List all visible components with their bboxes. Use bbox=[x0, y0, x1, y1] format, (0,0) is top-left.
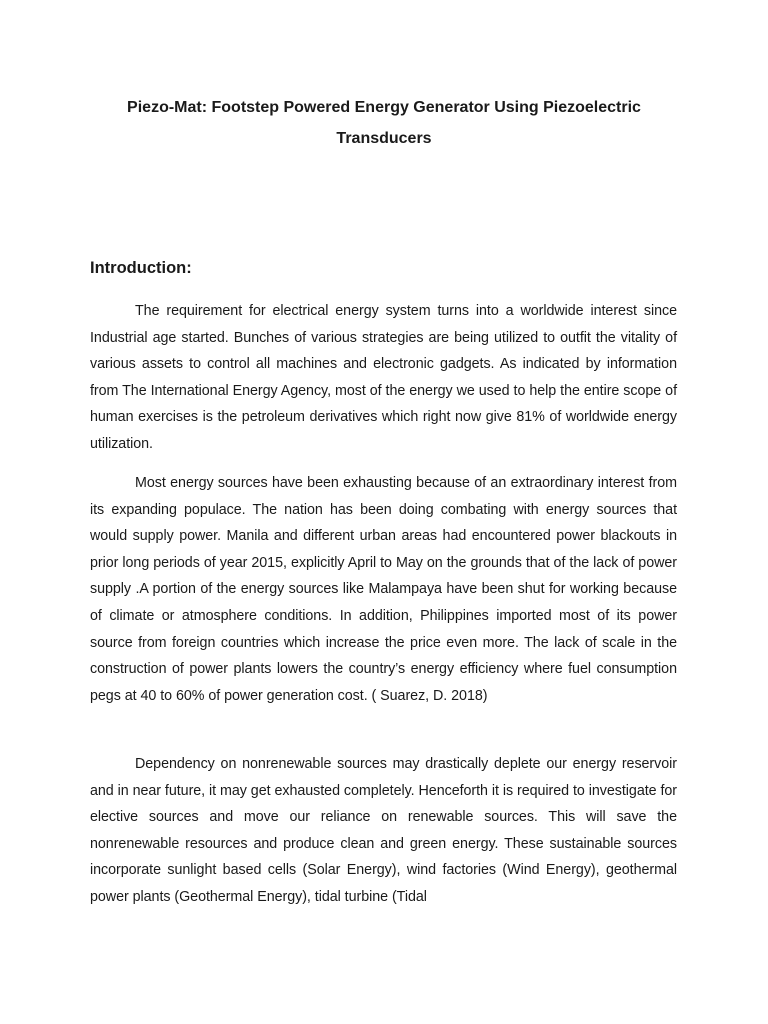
paragraph-1: The requirement for electrical energy system turns into a worldwide interest since Industrial age started. Bunches of various strategies are being utilized to outfit the vitality of various assets to control all machines and electronic gadgets. As indicated by information from The International Energy Agency, most of the energy we used to help the entire scope of human exercises is the petroleum derivatives which right now give 81% of worldwide energy utilization. bbox=[90, 303, 677, 452]
document-title: Piezo-Mat: Footstep Powered Energy Generator Using Piezoelectric Transducers bbox=[127, 99, 641, 147]
paragraph-2: Most energy sources have been exhausting because of an extraordinary interest from its expanding populace. The nation has been doing combating with energy sources that would supply power. Manila and different urban areas had encountered power blackouts in prior long periods of year 2015, explicitly April to May on the grounds that of the lack of power supply .A portion of the energy sources like Malampaya have been shut for working because of climate or atmosphere conditions. In addition, Philippines imported most of its power source from foreign countries which increase the price even more. The lack of scale in the construction of power plants lowers the country’s energy efficiency where fuel consumption pegs at 40 to 60% of power generation cost. ( Suarez, D. 2018) bbox=[90, 475, 677, 704]
paragraph-3: Dependency on nonrenewable sources may drastically deplete our energy reservoir and in near future, it may get exhausted completely. Henceforth it is required to investigate for elective sources and move our reliance on renewable sources. This will save the nonrenewable resources and produce clean and green energy. These sustainable sources incorporate sunlight based cells (Solar Energy), wind factories (Wind Energy), geothermal power plants (Geothermal Energy), tidal turbine (Tidal bbox=[90, 756, 677, 905]
section-heading-introduction: Introduction: bbox=[90, 259, 192, 277]
